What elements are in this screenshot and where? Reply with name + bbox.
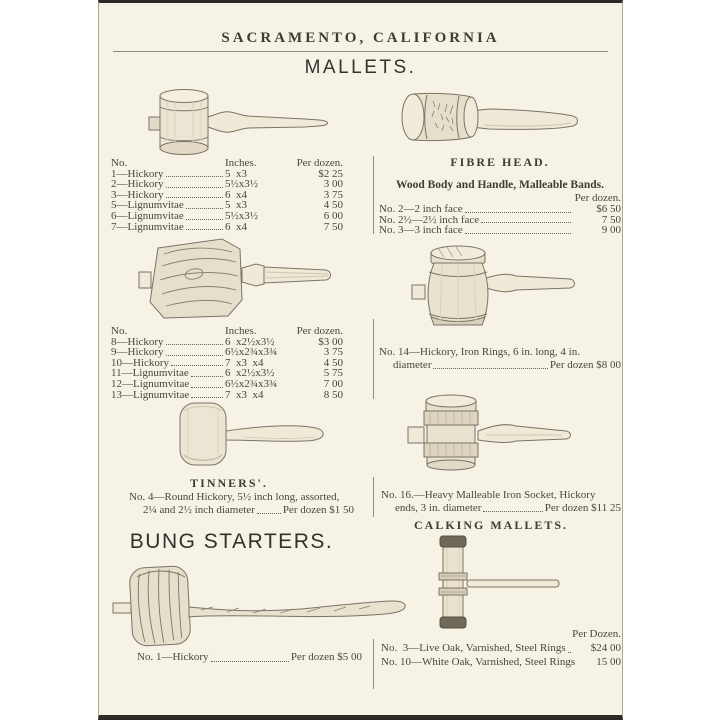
calking-mallet-icon [399, 532, 564, 632]
list-item: No. 3—3 inch face 9 00 [379, 224, 621, 237]
fibre-price-list [379, 204, 621, 236]
tinners-line2: 2¼ and 2½ inch diameter Per dozen $1 50 [143, 503, 354, 516]
table-row: 12—Lignumvitae 6½x2¾x3¾ 7 00 [111, 377, 343, 390]
table-row: 1—Hickory 5 x3 $2 25 [111, 167, 343, 180]
list-item: No. 2—2 inch face $6 50 [379, 203, 621, 215]
col-per-dozen: Per dozen. [296, 157, 343, 169]
no14-line2: diameter Per dozen $8 00 [393, 358, 621, 371]
table-row: 6—Lignumvitae 5½x3½ 6 00 [111, 209, 343, 222]
round-hickory-mallet-icon [137, 83, 335, 161]
socket-mallet-icon [394, 391, 580, 475]
calking-price-list [381, 641, 621, 669]
calking-per-dozen-label: Per Dozen. [572, 628, 621, 640]
header-rule [113, 51, 608, 52]
bung-starter-icon [101, 555, 409, 655]
catalog-page [98, 0, 623, 720]
fibre-head-mallet-illustration [389, 83, 587, 155]
tinners-line1: No. 4—Round Hickory, 5½ inch long, assorted, [129, 491, 340, 503]
bung-starter-illustration [101, 555, 409, 655]
col-per-dozen: Per dozen. [296, 325, 343, 337]
no16-line2: ends, 3 in. diameter Per dozen $11 25 [395, 501, 621, 514]
column-divider [373, 477, 374, 517]
mallet-price-table-2 [111, 326, 343, 400]
tinners-mallet-icon [114, 397, 336, 471]
col-no: No. [111, 325, 128, 337]
column-divider [373, 319, 374, 399]
calking-mallet-illustration [399, 532, 564, 632]
calking-mallets-title: CALKING MALLETS. [413, 518, 569, 532]
iron-ring-barrel-mallet-illustration [404, 241, 584, 337]
tinners-mallet-illustration [114, 397, 336, 471]
table-header [111, 326, 343, 337]
square-hickory-mallet-icon [134, 234, 346, 324]
fibre-head-mallet-icon [389, 83, 587, 155]
table-row: 11—Lignumvitae 6 x2½x3½ 5 75 [111, 367, 343, 380]
table-row: 13—Lignumvitae 7 x3 x4 8 50 [111, 388, 343, 401]
table-row: 8—Hickory 6 x2½x3½ $3 00 [111, 335, 343, 348]
col-no: No. [111, 157, 128, 169]
no16-line1: No. 16.—Heavy Malleable Iron Socket, Hickory [381, 489, 596, 501]
table-row: 5—Lignumvitae 5 x3 4 50 [111, 199, 343, 212]
list-item: No. 2½—2½ inch face 7 50 [379, 213, 621, 226]
col-inches: Inches. [225, 157, 257, 169]
iron-ring-barrel-mallet-icon [404, 241, 584, 337]
table-row: 9—Hickory 6½x2¾x3¾ 3 75 [111, 346, 343, 359]
table-row: 10—Hickory 7 x3 x4 4 50 [111, 356, 343, 369]
list-item: No. 10—White Oak, Varnished, Steel Rings 15 00 [381, 656, 621, 668]
tinners-note [129, 491, 354, 516]
table-row: 7—Lignumvitae 6 x4 7 50 [111, 220, 343, 233]
bung-starters-title: BUNG STARTERS. [129, 530, 334, 553]
square-hickory-mallet-illustration [134, 234, 346, 324]
table-row: 3—Hickory 6 x4 3 75 [111, 188, 343, 201]
list-item: No. 3—Live Oak, Varnished, Steel Rings $24 00 [381, 642, 621, 654]
no16-note [381, 489, 621, 514]
fibre-head-subtitle: Wood Body and Handle, Malleable Bands. [395, 179, 604, 191]
bung-note: No. 1—Hickory Per dozen $5 00 [137, 651, 362, 663]
col-inches: Inches. [225, 325, 257, 337]
no14-line1: No. 14—Hickory, Iron Rings, 6 in. long, 4 in. [379, 346, 580, 358]
fibre-per-dozen-label: Per dozen. [574, 192, 621, 204]
page-title: MALLETS. [304, 57, 417, 78]
table-row: 2—Hickory 5½x3½ 3 00 [111, 178, 343, 191]
round-hickory-mallet-illustration [137, 83, 335, 161]
tinners-title: TINNERS'. [190, 476, 268, 490]
no14-note [379, 346, 621, 371]
table-header [111, 158, 343, 169]
column-divider [373, 156, 374, 234]
fibre-head-title: FIBRE HEAD. [450, 155, 550, 169]
mallet-price-table-1 [111, 158, 343, 232]
socket-mallet-illustration [394, 391, 580, 475]
page-location: SACRAMENTO, CALIFORNIA [221, 30, 500, 46]
